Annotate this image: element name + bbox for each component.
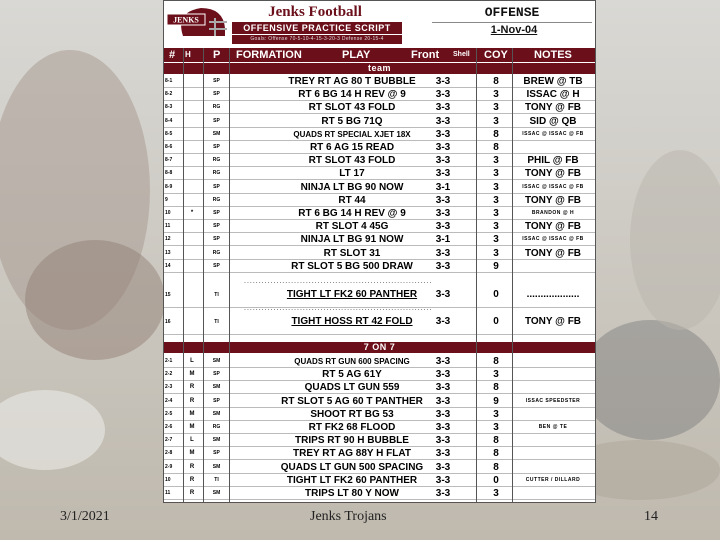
row-coverage: 8 xyxy=(493,142,499,153)
row-hash: M xyxy=(189,450,195,457)
row-notes: TONY @ FB xyxy=(524,247,582,259)
row-play: RT FK2 68 FLOOD xyxy=(308,422,396,433)
row-coverage: 9 xyxy=(493,260,499,272)
row-front: 3-3 xyxy=(435,208,451,219)
row-number: 2-3 xyxy=(165,384,173,391)
row-coverage: 0 xyxy=(493,316,499,327)
row-notes: BEN @ TE xyxy=(538,424,568,430)
row-hash xyxy=(183,282,201,308)
row-notes: ................... xyxy=(526,289,580,300)
row-front: 3-3 xyxy=(435,422,451,433)
row-number: 14 xyxy=(165,262,171,269)
row-coverage: 3 xyxy=(493,422,499,433)
row-period: SP xyxy=(213,262,220,269)
row-play: RT SLOT 43 FOLD xyxy=(308,155,396,167)
row-hash: R xyxy=(189,476,195,483)
row-front: 3-3 xyxy=(435,448,451,460)
row-number: 2-8 xyxy=(165,450,173,457)
col-formation: FORMATION xyxy=(236,49,302,61)
seven-on-seven-header: 7 ON 7 xyxy=(164,342,595,353)
row-front: 3-3 xyxy=(435,408,451,420)
row-coverage: 3 xyxy=(493,488,499,499)
row-play: QUADS RT SPECIAL XJET 18X xyxy=(293,129,411,139)
row-play: SHOOT RT BG 53 xyxy=(310,408,394,420)
row-play: QUADS RT GUN 600 SPACING xyxy=(294,357,410,366)
row-hash: M xyxy=(189,410,195,417)
row-front: 3-3 xyxy=(435,260,451,272)
footer-title: Jenks Trojans xyxy=(310,509,387,524)
row-notes: TONY @ FB xyxy=(524,168,582,180)
row-period: SM xyxy=(212,384,221,391)
row-coverage: 0 xyxy=(493,474,499,486)
row-number: 8-4 xyxy=(165,117,173,124)
row-play: RT SLOT 5 AG 60 T PANTHER xyxy=(281,395,423,407)
row-play: TIGHT LT FK2 60 PANTHER xyxy=(286,474,418,486)
row-coverage: 3 xyxy=(493,115,499,127)
row-notes: ISSAC @ ISSAC @ FB xyxy=(522,130,584,137)
grid-line xyxy=(512,48,513,503)
row-notes: SID @ QB xyxy=(529,115,577,127)
row-coverage: 3 xyxy=(493,247,499,259)
row-hash: R xyxy=(189,490,195,496)
row-hash: L xyxy=(190,358,194,364)
row-play: RT 5 AG 61Y xyxy=(322,369,382,381)
row-period: SP xyxy=(213,236,220,243)
row-period: RG xyxy=(212,249,221,256)
row-number: 10 xyxy=(165,210,171,216)
grid-line xyxy=(183,48,184,503)
row-period: SP xyxy=(213,117,220,124)
row-coverage: 3 xyxy=(493,155,499,167)
col-play: PLAY xyxy=(342,49,371,61)
row-number: 8-8 xyxy=(165,170,173,177)
row-front: 3-3 xyxy=(435,461,451,473)
row-coverage: 3 xyxy=(493,221,499,233)
row-period: SM xyxy=(212,437,221,444)
row-hash: * xyxy=(190,210,194,216)
row-number: 2-7 xyxy=(165,437,173,444)
row-notes: ISSAC SPEEDSTER xyxy=(525,397,581,404)
row-front: 3-3 xyxy=(435,435,451,447)
row-coverage: 8 xyxy=(493,356,499,367)
row-hash: R xyxy=(189,463,195,470)
row-play: RT 6 BG 14 H REV @ 9 xyxy=(298,208,406,219)
row-period: SP xyxy=(213,144,220,150)
row-period: RG xyxy=(212,170,221,177)
col-shell: Shell xyxy=(453,51,470,58)
row-notes: TONY @ FB xyxy=(524,221,582,233)
row-number: 2-4 xyxy=(165,397,173,404)
row-period: RG xyxy=(212,157,221,164)
row-play: RT 44 xyxy=(338,194,366,206)
svg-text:JENKS: JENKS xyxy=(173,15,199,25)
row-front: 3-3 xyxy=(435,356,451,367)
row-coverage: 8 xyxy=(493,461,499,473)
script-date: 1-Nov-04 xyxy=(490,24,538,36)
row-front: 3-3 xyxy=(435,115,451,127)
row-coverage: 3 xyxy=(493,194,499,206)
row-play: TIGHT LT FK2 60 PANTHER xyxy=(286,289,418,300)
row-play: RT 6 AG 15 READ xyxy=(309,142,395,153)
offense-label: OFFENSE xyxy=(432,3,592,23)
row-front: 3-3 xyxy=(435,76,451,87)
row-coverage: 3 xyxy=(493,234,499,246)
row-number: 11 xyxy=(165,490,171,496)
row-notes: TONY @ FB xyxy=(524,102,582,114)
goals-subtitle: Goals: Offense 70-5-10-4-15-3-20-3 Defense 20-15-4 xyxy=(232,35,402,44)
row-notes: BREW @ TB xyxy=(523,76,583,87)
row-front: 3-3 xyxy=(435,221,451,233)
row-coverage: 9 xyxy=(493,395,499,407)
row-number: 8-5 xyxy=(165,130,173,137)
row-play: RT 5 BG 71Q xyxy=(321,115,383,127)
row-hash: R xyxy=(189,397,195,404)
row-number: 12 xyxy=(165,236,171,243)
col-coy: COY xyxy=(484,49,508,61)
row-period: RG xyxy=(212,424,221,430)
row-period: RG xyxy=(212,104,221,111)
row-front: 3-3 xyxy=(435,316,451,327)
row-front: 3-3 xyxy=(435,289,451,300)
row-number: 8-1 xyxy=(165,78,173,84)
row-play: RT SLOT 4 45G xyxy=(315,221,389,233)
row-period: TI xyxy=(214,476,219,483)
row-period: SM xyxy=(212,410,221,417)
footer-date: 3/1/2021 xyxy=(60,509,110,524)
helmet-logo-icon xyxy=(165,2,231,46)
row-period: SP xyxy=(213,78,220,84)
row-front: 3-3 xyxy=(435,488,451,499)
row-play: RT SLOT 5 BG 500 DRAW xyxy=(291,260,413,272)
row-period: TI xyxy=(214,319,219,325)
row-number: 9 xyxy=(165,196,168,203)
row-number: 2-1 xyxy=(165,358,173,364)
row-front: 3-3 xyxy=(435,128,451,140)
row-hash: M xyxy=(189,424,195,430)
row-front: 3-3 xyxy=(435,382,451,394)
row-notes: PHIL @ FB xyxy=(527,155,579,167)
row-coverage: 3 xyxy=(493,168,499,180)
row-play: RT 6 BG 14 H REV @ 9 xyxy=(298,89,406,101)
row-coverage: 8 xyxy=(493,435,499,447)
grid-line xyxy=(229,48,230,503)
row-period: SP xyxy=(213,397,220,404)
row-front: 3-3 xyxy=(435,89,451,101)
row-hash xyxy=(183,309,201,335)
dotted-separator: ................................................................ xyxy=(244,305,433,312)
row-play: TRIPS RT 90 H BUBBLE xyxy=(295,435,409,447)
row-period: SP xyxy=(213,183,220,190)
row-period: SM xyxy=(212,490,221,496)
row-coverage: 8 xyxy=(493,76,499,87)
col-notes: NOTES xyxy=(534,49,572,61)
row-period: SP xyxy=(213,223,220,230)
sheet-header xyxy=(164,1,595,48)
row-number: 8-2 xyxy=(165,91,173,98)
row-period: TI xyxy=(214,292,219,298)
row-play: NINJA LT BG 90 NOW xyxy=(300,181,404,193)
row-number: 8-9 xyxy=(165,183,173,190)
row-play: TRIPS LT 80 Y NOW xyxy=(305,488,399,499)
row-notes: TONY @ FB xyxy=(524,194,582,206)
row-number: 15 xyxy=(165,292,171,298)
row-period: SM xyxy=(212,130,221,137)
row-coverage: 3 xyxy=(493,208,499,219)
row-coverage: 3 xyxy=(493,408,499,420)
row-play: RT SLOT 31 xyxy=(323,247,381,259)
grid-line xyxy=(476,48,477,503)
row-period: SP xyxy=(213,371,220,378)
row-coverage: 0 xyxy=(493,289,499,300)
row-hash: L xyxy=(190,437,194,444)
row-number: 11 xyxy=(165,223,171,230)
row-front: 3-3 xyxy=(435,194,451,206)
row-front: 3-1 xyxy=(435,181,451,193)
row-number: 8-3 xyxy=(165,104,173,111)
row-play: TREY RT AG 80 T BUBBLE xyxy=(288,76,416,87)
col-num: # xyxy=(169,49,176,61)
row-play: NINJA LT BG 91 NOW xyxy=(300,234,404,246)
row-front: 3-3 xyxy=(435,395,451,407)
row-play: TIGHT HOSS RT 42 FOLD xyxy=(291,316,413,327)
col-front: Front xyxy=(411,49,440,61)
row-number: 2-2 xyxy=(165,371,173,378)
team-section-header: team xyxy=(164,63,595,74)
script-label: OFFENSIVE PRACTICE SCRIPT xyxy=(232,22,402,34)
grid-line xyxy=(203,48,204,503)
row-front: 3-1 xyxy=(435,234,451,246)
col-p: P xyxy=(213,49,221,61)
row-period: RG xyxy=(212,196,221,203)
row-period: SM xyxy=(212,463,221,470)
footer-page-number: 14 xyxy=(644,509,658,524)
row-number: 8-7 xyxy=(165,157,173,164)
row-notes: ISSAC @ ISSAC @ FB xyxy=(522,183,584,190)
row-front: 3-3 xyxy=(435,474,451,486)
row-number: 8-6 xyxy=(165,144,173,150)
row-hash: M xyxy=(189,371,195,378)
row-notes: CUTTER / DILLARD xyxy=(525,476,581,483)
row-front: 3-3 xyxy=(435,102,451,114)
page-title: Jenks Football xyxy=(268,4,362,20)
row-coverage: 3 xyxy=(493,181,499,193)
row-play: QUADS LT GUN 559 xyxy=(304,382,400,394)
row-play: QUADS LT GUN 500 SPACING xyxy=(280,461,424,473)
row-coverage: 3 xyxy=(493,369,499,381)
row-notes: TONY @ FB xyxy=(524,316,582,327)
row-period: SP xyxy=(213,210,220,216)
row-front: 3-3 xyxy=(435,168,451,180)
row-number: 2-5 xyxy=(165,410,173,417)
row-coverage: 8 xyxy=(493,382,499,394)
row-period: SM xyxy=(212,358,221,364)
row-play: RT SLOT 43 FOLD xyxy=(308,102,396,114)
practice-script-sheet xyxy=(163,0,596,503)
row-coverage: 8 xyxy=(493,128,499,140)
row-period: SP xyxy=(213,91,220,98)
row-hash: R xyxy=(189,384,195,391)
row-notes: ISSAC @ ISSAC @ FB xyxy=(522,236,584,243)
row-number: 2-9 xyxy=(165,463,173,470)
row-notes: ISSAC @ H xyxy=(526,89,580,101)
row-number: 10 xyxy=(165,476,171,483)
row-front: 3-3 xyxy=(435,142,451,153)
row-period: SP xyxy=(213,450,220,457)
row-coverage: 3 xyxy=(493,89,499,101)
row-number: 2-6 xyxy=(165,424,173,430)
row-play: TREY RT AG 88Y H FLAT xyxy=(293,448,411,460)
row-coverage: 8 xyxy=(493,448,499,460)
row-number: 13 xyxy=(165,249,171,256)
row-coverage: 3 xyxy=(493,102,499,114)
row-play: LT 17 xyxy=(339,168,365,180)
row-number: 16 xyxy=(165,319,171,325)
dotted-separator: ................................................................ xyxy=(244,278,433,285)
row-notes: BRANDON @ H xyxy=(531,210,575,216)
row-front: 3-3 xyxy=(435,247,451,259)
col-hash: H xyxy=(185,50,191,59)
row-front: 3-3 xyxy=(435,155,451,167)
row-front: 3-3 xyxy=(435,369,451,381)
